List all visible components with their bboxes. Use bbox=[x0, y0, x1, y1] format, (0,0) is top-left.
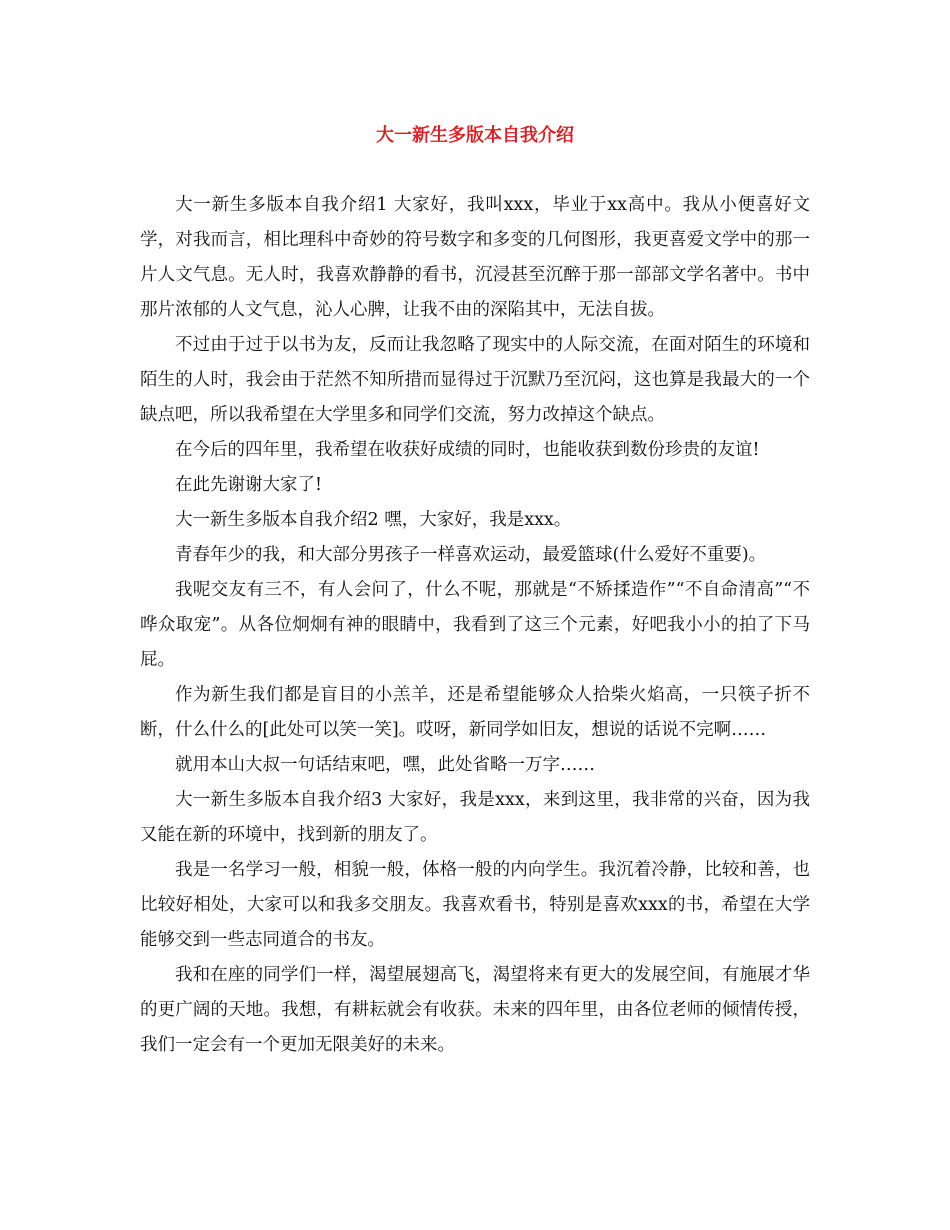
paragraph-12: 我和在座的同学们一样，渴望展翅高飞，渴望将来有更大的发展空间，有施展才华的更广阔的天地。我想，有耕耘就会有收获。未来的四年里，由各位老师的倾情传授，我们一定会有一个更加无限美好的未来。 bbox=[140, 965, 810, 1055]
paragraph-7: 我呢交友有三不，有人会问了，什么不呢，那就是“不矫揉造作”“不自命清高”“不哗众取宠”。从各位炯炯有神的眼睛中，我看到了这三个元素，好吧我小小的拍了下马屁。 bbox=[140, 580, 810, 670]
document-body bbox=[140, 188, 810, 1063]
paragraph-1: 大一新生多版本自我介绍1 大家好，我叫xxx，毕业于xx高中。我从小便喜好文学，对我而言，相比理科中奇妙的符号数字和多变的几何图形，我更喜爱文学中的那一片人文气息。无人时，我喜欢静静的看书，沉浸甚至沉醉于那一部部文学名著中。书中那片浓郁的人文气息，沁人心脾，让我不由的深陷其中，无法自拔。 bbox=[140, 195, 810, 320]
paragraph-4: 在此先谢谢大家了! bbox=[175, 475, 323, 495]
paragraph-2: 不过由于过于以书为友，反而让我忽略了现实中的人际交流，在面对陌生的环境和陌生的人时，我会由于茫然不知所措而显得过于沉默乃至沉闷，这也算是我最大的一个缺点吧，所以我希望在大学里多和同学们交流，努力改掉这个缺点。 bbox=[140, 335, 810, 425]
paragraph-9: 就用本山大叔一句话结束吧，嘿，此处省略一万字…… bbox=[175, 755, 595, 775]
paragraph-6: 青春年少的我，和大部分男孩子一样喜欢运动，最爱篮球(什么爱好不重要)。 bbox=[175, 545, 767, 565]
paragraph-8: 作为新生我们都是盲目的小羔羊，还是希望能够众人拾柴火焰高，一只筷子折不断，什么什么的[此处可以笑一笑]。哎呀，新同学如旧友，想说的话说不完啊…… bbox=[140, 685, 810, 740]
paragraph-11: 我是一名学习一般，相貌一般，体格一般的内向学生。我沉着冷静，比较和善，也比较好相处，大家可以和我多交朋友。我喜欢看书，特别是喜欢xxx的书，希望在大学能够交到一些志同道合的书友。 bbox=[140, 860, 810, 950]
paragraph-5: 大一新生多版本自我介绍2 嘿，大家好，我是xxx。 bbox=[175, 510, 572, 530]
paragraph-3: 在今后的四年里，我希望在收获好成绩的同时，也能收获到数份珍贵的友谊! bbox=[175, 440, 760, 460]
document-title: 大一新生多版本自我介绍 bbox=[376, 125, 574, 146]
paragraph-10: 大一新生多版本自我介绍3 大家好，我是xxx，来到这里，我非常的兴奋，因为我又能在新的环境中，找到新的朋友了。 bbox=[140, 790, 810, 845]
